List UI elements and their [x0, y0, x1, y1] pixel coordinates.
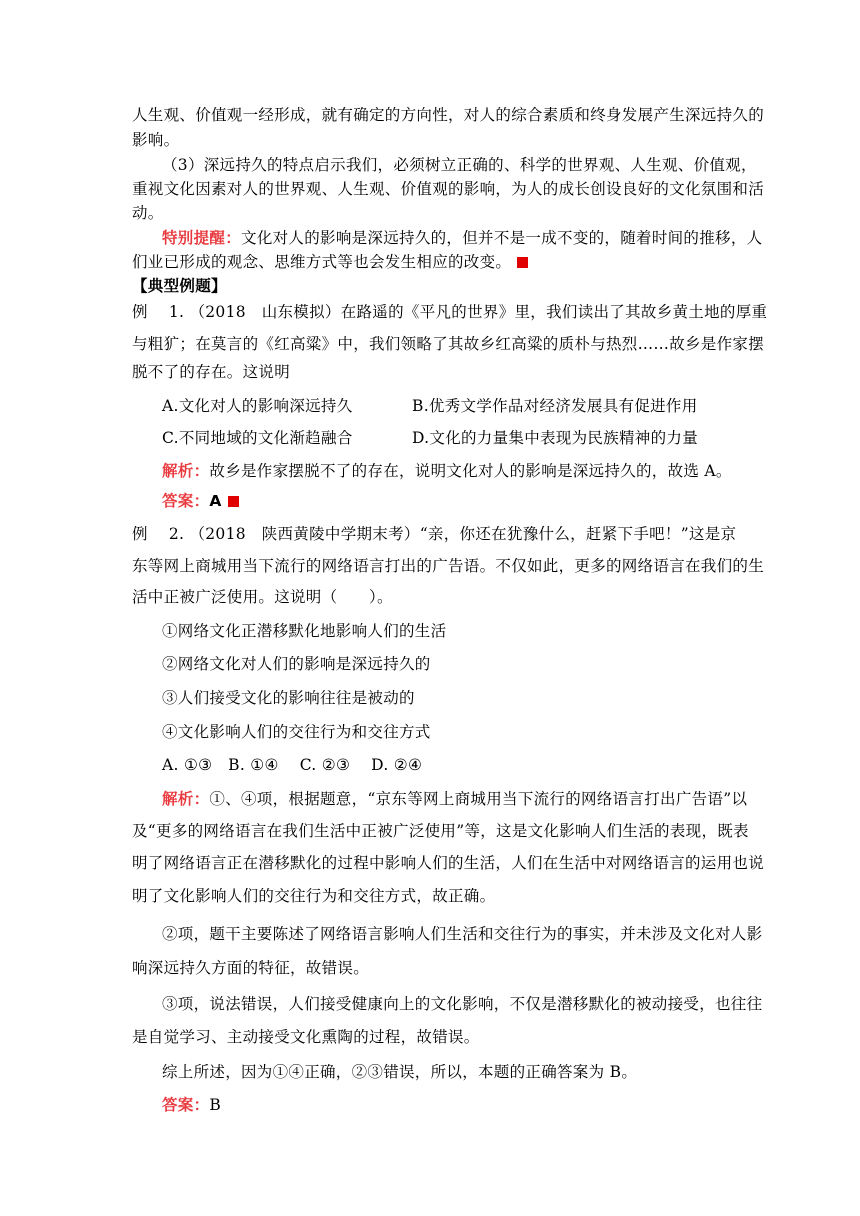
answer-label: 答案：	[162, 1096, 210, 1114]
analysis-line: 明了网络语言正在潜移默化的过程中影响人们的生活，人们在生活中对网络语言的运用也说	[132, 854, 765, 872]
analysis-line	[162, 789, 762, 809]
option-b: B.优秀文学作品对经济发展具有促进作用	[412, 397, 698, 415]
answer-value: A	[209, 492, 222, 510]
paragraph-line: （3）深远持久的特点启示我们，必须树立正确的、科学的世界观、人生观、价值观，	[162, 156, 757, 174]
analysis-line: 是自觉学习、主动接受文化熏陶的过程，故错误。	[132, 1028, 480, 1046]
statement-item: ①网络文化正潜移默化地影响人们的生活	[162, 622, 447, 640]
example1-line: 例 1. （2018 山东模拟）在路遥的《平凡的世界》里，我们读出了其故乡黄土地的厚重	[132, 303, 768, 321]
paragraph-line: 人生观、价值观一经形成，就有确定的方向性，对人的综合素质和终身发展产生深远持久的	[132, 106, 765, 124]
paragraph-line: 动。	[132, 204, 164, 222]
choices-line: A. ①③ B. ①④ C. ②③ D. ②④	[162, 756, 423, 774]
analysis-text: ①、④项，根据题意，“京东等网上商城用当下流行的网络语言打出广告语”以	[209, 790, 748, 808]
answer-line	[162, 491, 762, 511]
summary-line: 综上所述，因为①④正确，②③错误，所以，本题的正确答案为 B。	[162, 1063, 638, 1081]
analysis-text: 故乡是作家摆脱不了的存在，说明文化对人的影响是深远持久的，故选 A。	[209, 462, 732, 480]
option-a: A.文化对人的影响深远持久	[162, 397, 353, 415]
end-marker-icon	[228, 496, 239, 507]
option-row	[162, 428, 762, 448]
analysis-label: 解析：	[162, 790, 210, 808]
option-d: D.文化的力量集中表现为民族精神的力量	[412, 429, 699, 447]
tip-line	[162, 228, 762, 248]
example1-line: 与粗犷；在莫言的《红高粱》中，我们领略了其故乡红高粱的质朴与热烈……故乡是作家摆	[132, 335, 765, 353]
example2-line: 东等网上商城用当下流行的网络语言打出的广告语。不仅如此，更多的网络语言在我们的生	[132, 557, 765, 575]
answer-line	[162, 1095, 762, 1115]
tip-text: 文化对人的影响是深远持久的，但并不是一成不变的，随着时间的推移，人	[241, 229, 763, 247]
analysis-line: 响深远持久方面的特征，故错误。	[132, 959, 370, 977]
statement-item: ②网络文化对人们的影响是深远持久的	[162, 655, 431, 673]
tip-line-2	[132, 252, 732, 272]
analysis-line: 及“更多的网络语言在我们生活中正被广泛使用”等，这是文化影响人们生活的表现，既表	[132, 822, 749, 840]
example1-line: 脱不了的存在。这说明	[132, 363, 291, 381]
paragraph-line: 影响。	[132, 131, 180, 149]
example2-line: 例 2. （2018 陕西黄陵中学期末考）“亲，你还在犹豫什么，赶紧下手吧！”这是京	[132, 525, 737, 543]
statement-item: ④文化影响人们的交往行为和交往方式	[162, 723, 431, 741]
example2-line: 活中正被广泛使用。这说明（ ）。	[132, 588, 393, 606]
tip-label: 特别提醒：	[162, 229, 242, 247]
option-row	[162, 396, 762, 416]
option-c: C.不同地域的文化渐趋融合	[162, 429, 353, 447]
analysis-line	[162, 461, 762, 481]
analysis-line: 明了文化影响人们的交往行为和交往方式，故正确。	[132, 887, 496, 905]
answer-label: 答案：	[162, 492, 210, 510]
answer-value: B	[209, 1096, 222, 1114]
analysis-line: ③项，说法错误，人们接受健康向上的文化影响，不仅是潜移默化的被动接受，也往往	[162, 995, 763, 1013]
statement-item: ③人们接受文化的影响往往是被动的	[162, 689, 415, 707]
end-marker-icon	[517, 257, 528, 268]
paragraph-line: 重视文化因素对人的世界观、人生观、价值观的影响，为人的成长创设良好的文化氛围和活	[132, 180, 765, 198]
analysis-label: 解析：	[162, 462, 210, 480]
analysis-line: ②项，题干主要陈述了网络语言影响人们生活和交往行为的事实，并未涉及文化对人影	[162, 925, 763, 943]
tip-text: 们业已形成的观念、思维方式等也会发生相应的改变。	[132, 253, 512, 271]
section-title: 【典型例题】	[132, 277, 227, 295]
